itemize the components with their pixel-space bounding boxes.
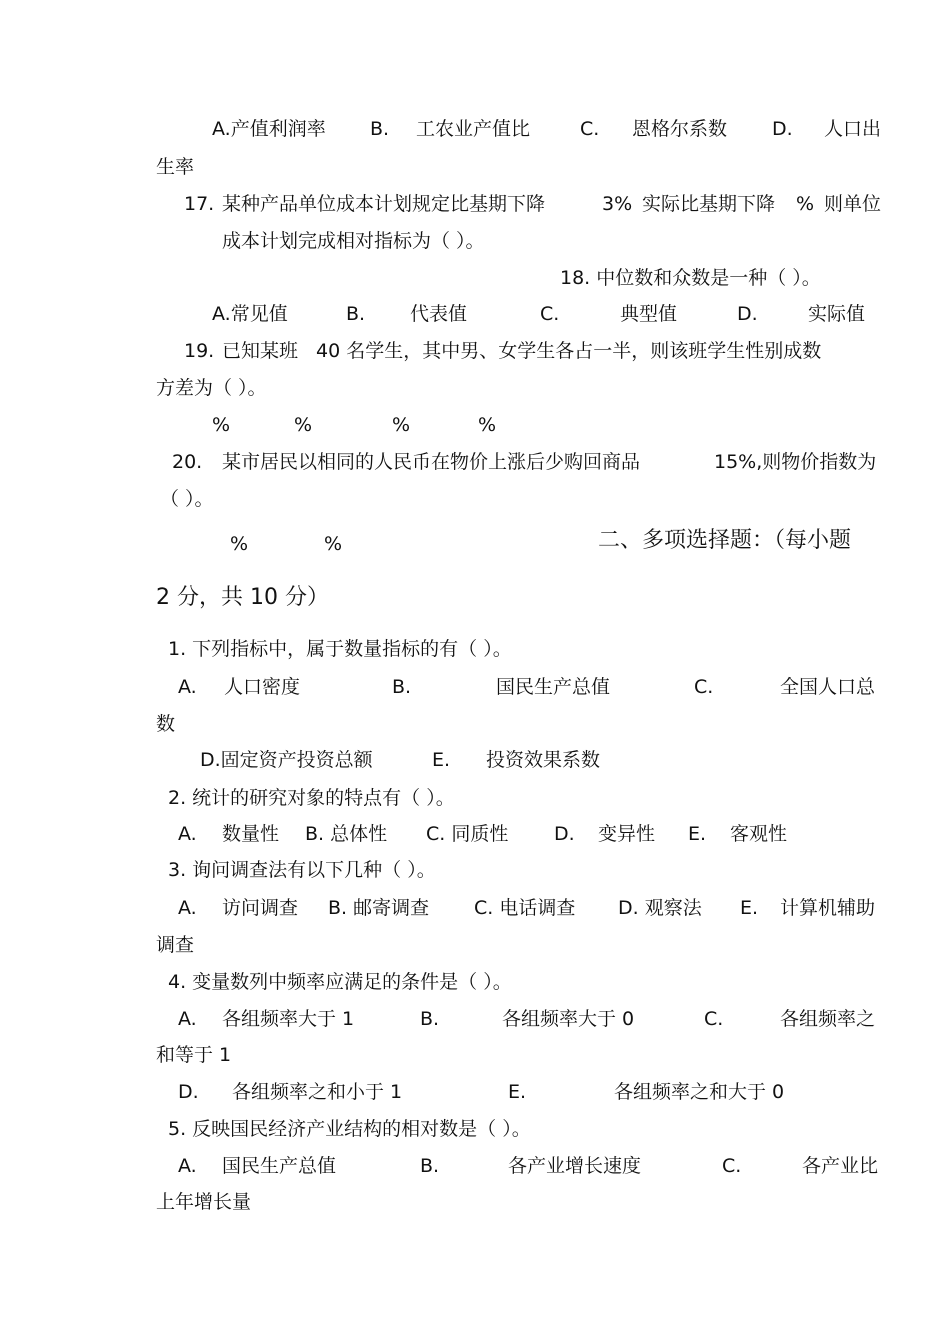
option-text: B. 总体性 (305, 823, 388, 845)
option-text: 各产业增长速度 (508, 1155, 642, 1177)
option-text: 恩格尔系数 (632, 118, 728, 140)
option-text: 客观性 (730, 823, 788, 845)
option-text: 国民生产总值 (222, 1155, 337, 1177)
option-text: % (294, 414, 313, 436)
option-letter: C. (580, 118, 600, 140)
section-heading-cont: 2 分，共 10 分） (156, 585, 329, 610)
option-text: 各产业比 (802, 1155, 879, 1177)
question-text: 某市居民以相同的人民币在物价上涨后少购回商品 (222, 451, 641, 473)
option-letter: E. (688, 823, 707, 845)
option-text-cont: 上年增长量 (156, 1191, 252, 1213)
option-text: % (230, 533, 249, 555)
question-text: 5. 反映国民经济产业结构的相对数是（ ）。 (168, 1118, 531, 1140)
option-text: B. 邮寄调查 (328, 897, 430, 919)
option-letter: A. (178, 897, 197, 919)
option-letter: E. (432, 749, 451, 771)
option-text: A.产值利润率 (212, 118, 326, 140)
option-text-cont: 调查 (156, 934, 195, 956)
option-text-cont: 生率 (156, 156, 195, 178)
option-text: % (212, 414, 231, 436)
option-letter: D. (737, 303, 758, 325)
option-letter: E. (508, 1081, 527, 1103)
option-letter: D. (554, 823, 575, 845)
option-text: 全国人口总 (780, 676, 876, 698)
option-text: 典型值 (620, 303, 678, 325)
option-text: 各组频率大于 1 (222, 1008, 355, 1030)
section-heading: 二、多项选择题：（每小题 (598, 528, 852, 553)
option-letter: B. (420, 1008, 440, 1030)
option-letter: A. (178, 676, 197, 698)
option-text: 工农业产值比 (416, 118, 531, 140)
option-text: 人口密度 (224, 676, 301, 698)
question-number: 17. (184, 193, 215, 215)
option-text: 各组频率之 (780, 1008, 876, 1030)
question-number: 20. (172, 451, 203, 473)
option-text: % (324, 533, 343, 555)
option-letter: B. (420, 1155, 440, 1177)
question-text: 3. 询问调查法有以下几种（ ）。 (168, 859, 436, 881)
option-letter: A. (178, 1008, 197, 1030)
option-text: 各组频率之和小于 1 (232, 1081, 403, 1103)
option-text: C. 电话调查 (474, 897, 576, 919)
option-text: A.常见值 (212, 303, 288, 325)
option-letter: B. (346, 303, 366, 325)
option-text: 计算机辅助 (780, 897, 876, 919)
option-text: 投资效果系数 (486, 749, 601, 771)
option-text: 人口出 (824, 118, 882, 140)
option-text: 数量性 (222, 823, 280, 845)
question-text: 某种产品单位成本计划规定比基期下降 (222, 193, 546, 215)
question-number: 19. (184, 340, 215, 362)
question-text: 3% (602, 193, 633, 215)
question-text: 4. 变量数列中频率应满足的条件是（ ）。 (168, 971, 512, 993)
option-text: 代表值 (410, 303, 468, 325)
option-text: 变异性 (598, 823, 656, 845)
question-text: 则单位 (824, 193, 882, 215)
option-text: 国民生产总值 (496, 676, 611, 698)
option-text: D.固定资产投资总额 (200, 749, 373, 771)
question-text: 1. 下列指标中，属于数量指标的有（ ）。 (168, 638, 512, 660)
option-letter: B. (392, 676, 412, 698)
question-text: 40 名学生，其中男、女学生各占一半，则该班学生性别成数 (316, 340, 822, 362)
option-text: C. 同质性 (426, 823, 509, 845)
option-letter: C. (722, 1155, 742, 1177)
option-letter: A. (178, 1155, 197, 1177)
question-text: 成本计划完成相对指标为（ ）。 (222, 230, 485, 252)
question-text: 2. 统计的研究对象的特点有（ ）。 (168, 787, 455, 809)
option-text: 各组频率大于 0 (502, 1008, 635, 1030)
question-text: 实际比基期下降 (642, 193, 776, 215)
option-letter: C. (704, 1008, 724, 1030)
option-text-cont: 和等于 1 (156, 1044, 232, 1066)
option-text: 访问调查 (222, 897, 299, 919)
option-letter: E. (740, 897, 759, 919)
question-text: 已知某班 (222, 340, 299, 362)
question-text: % (796, 193, 815, 215)
question-text: 15%,则物价指数为 (714, 451, 877, 473)
option-text: % (392, 414, 411, 436)
option-letter: C. (540, 303, 560, 325)
question-text: 方差为（ ）。 (156, 377, 267, 399)
option-text: D. 观察法 (618, 897, 702, 919)
option-letter: D. (178, 1081, 199, 1103)
option-text-cont: 数 (156, 713, 176, 735)
option-letter: D. (772, 118, 793, 140)
question-text: （ ）。 (160, 488, 214, 510)
option-letter: C. (694, 676, 714, 698)
option-letter: A. (178, 823, 197, 845)
option-text: % (478, 414, 497, 436)
option-text: 各组频率之和大于 0 (614, 1081, 785, 1103)
question-text: 18. 中位数和众数是一种（ ）。 (560, 267, 821, 289)
option-letter: B. (370, 118, 390, 140)
option-text: 实际值 (808, 303, 866, 325)
